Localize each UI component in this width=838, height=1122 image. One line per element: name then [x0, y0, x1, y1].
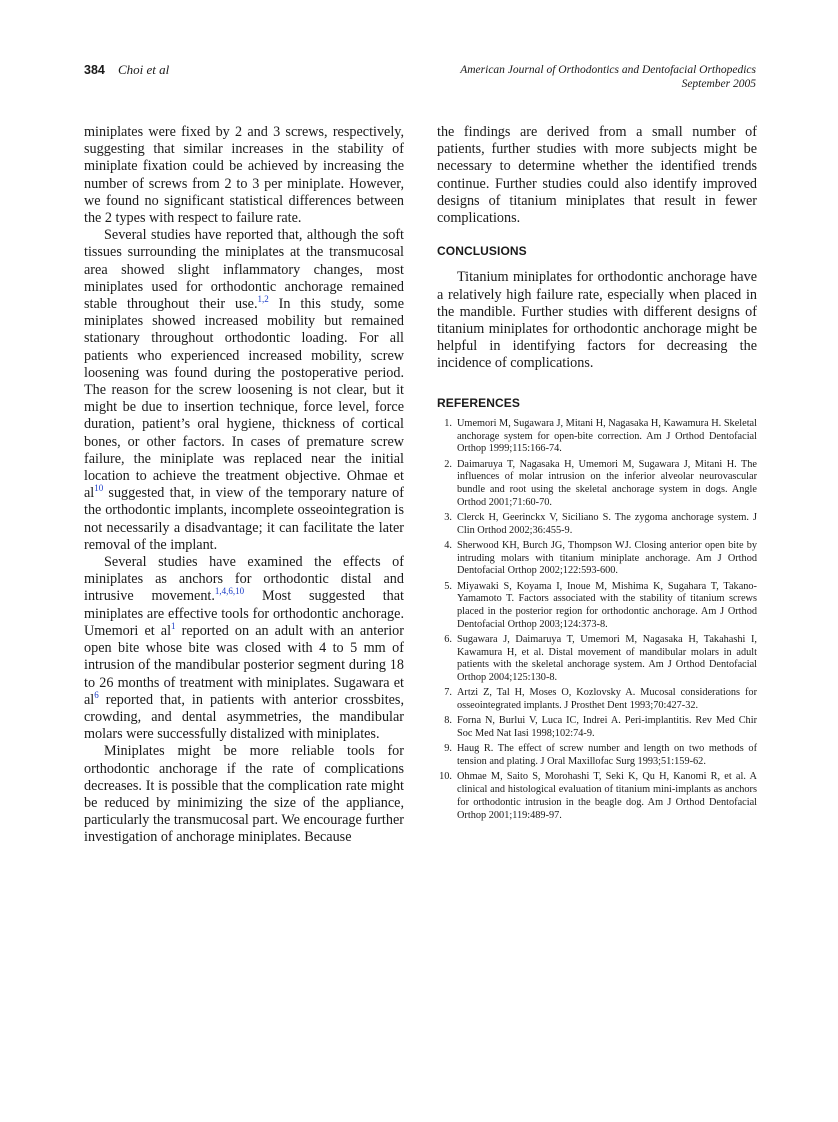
paragraph: [84, 227, 404, 554]
reference-item: [437, 459, 757, 510]
reference-number: 10.: [439, 771, 452, 783]
reference-text: Forna N, Burlui V, Luca IC, Indrei A. Peri-implantitis. Rev Med Chir Soc Med Nat Iasi 1998;102:74-9.: [457, 715, 757, 740]
citation-link[interactable]: 6: [94, 689, 99, 700]
reference-text: Umemori M, Sugawara J, Mitani H, Nagasaka H, Kawamura H. Skeletal anchorage system for open-bite correction. Am J Orthod Dentofacial Orthop 1999;115:166-74.: [457, 417, 757, 455]
paragraph: [84, 554, 404, 743]
paragraph: miniplates were fixed by 2 and 3 screws, respectively, suggesting that similar increases in the stability of miniplate fixation could be achieved by increasing the number of screws from 2 to 3 per miniplate. However, we found no significant statistical differences between the 2 types with respect to failure rate.: [84, 124, 404, 227]
running-author: Choi et al: [118, 62, 170, 77]
reference-item: [437, 771, 757, 822]
reference-number: 1.: [444, 417, 452, 429]
reference-text: Artzi Z, Tal H, Moses O, Kozlovsky A. Mucosal considerations for osseointegrated implants. J Prosthet Dent 1993;70:427-32.: [457, 687, 757, 712]
running-header: [84, 60, 756, 94]
reference-list: [437, 418, 757, 822]
issue-date: September 2005: [681, 78, 756, 90]
text-run: Several studies have reported that, although the soft tissues surrounding the miniplates at the transmucosal area showed slight inflammatory changes, most miniplates used for orthodontic anchorage remained stable throughout their use.: [84, 227, 404, 313]
references-heading: REFERENCES: [437, 395, 521, 410]
text-run: Several studies have examined the effects of miniplates as anchors for orthodontic distal and intrusive movement.: [84, 554, 404, 605]
reference-text: Sugawara J, Daimaruya T, Umemori M, Nagasaka H, Takahashi I, Kawamura H, et al. Distal movement of mandibular molars in adult patients with the skeletal anchorage system. Am J Orthod Dentofacial Orthop 2004;125:130-8.: [457, 634, 757, 684]
reference-item: [437, 687, 757, 712]
reference-text: Haug R. The effect of screw number and length on two methods of tension and plating. J Oral Maxillofac Surg 1993;51:159-62.: [457, 743, 757, 768]
reference-number: 9.: [444, 743, 452, 755]
reference-text: Daimaruya T, Nagasaka H, Umemori M, Sugawara J, Mitani H. The influences of molar intrusion on the inferior alveolar neurovascular bundle and root using the skeletal anchorage system in dogs. Angle Orthod 2001;71:60-70.: [457, 458, 757, 508]
text-run: reported that, in patients with anterior crossbites, crowding, and dental asymmetries, the mandibular molars were successfully distalized with miniplates.: [84, 691, 404, 743]
reference-text: Ohmae M, Saito S, Morohashi T, Seki K, Qu H, Kanomi R, et al. A clinical and histological evaluation of titanium mini-implants as anchors for orthodontic intrusion in the beagle dog. Am J Orthod Dentofacial Orthop 2001;119:489-97.: [457, 771, 757, 821]
reference-number: 5.: [444, 580, 452, 592]
text-run: suggested that, in view of the temporary nature of the orthodontic implants, incomplete osseointegration is not necessarily a disadvantage; it can facilitate the later removal of the implant.: [84, 485, 404, 553]
conclusions-heading: CONCLUSIONS: [437, 244, 527, 259]
right-column: [437, 124, 757, 825]
reference-item: [437, 581, 757, 632]
reference-text: Miyawaki S, Koyama I, Inoue M, Mishima K, Sugahara T, Takano-Yamamoto T. Factors associated with the stability of titanium screws placed in the posterior region for orthodontic anchorage. Am J Orthod Dentofacial Orthop 2003;124:373-8.: [457, 580, 757, 630]
text-run: Most suggested that miniplates are effective tools for orthodontic anchorage. Umemori et al: [84, 588, 404, 639]
journal-title: [460, 63, 756, 91]
reference-number: 3.: [444, 511, 452, 523]
reference-item: [437, 540, 757, 578]
citation-link[interactable]: 1,2: [257, 294, 269, 305]
reference-number: 7.: [444, 687, 452, 699]
paragraph: the findings are derived from a small number of patients, further studies with more subjects might be necessary to determine whether the identified trends continue. Further studies could also identify improved designs of titanium miniplates that result in fewer complications.: [437, 124, 757, 227]
journal-name: American Journal of Orthodontics and Dentofacial Orthopedics: [460, 64, 756, 76]
text-run: reported on an adult with an anterior open bite whose bite was closed with 4 to 5 mm of intrusion of the mandibular posterior segment during 18 to 26 months of treatment with miniplates. Sugawara et al: [84, 622, 404, 708]
reference-number: 8.: [444, 715, 452, 727]
reference-text: Clerck H, Geerinckx V, Siciliano S. The zygoma anchorage system. J Clin Orthod 2002;36:455-9.: [457, 511, 757, 536]
reference-item: [437, 743, 757, 768]
left-column: [84, 124, 404, 847]
citation-link[interactable]: 10: [94, 483, 104, 494]
paragraph: Miniplates might be more reliable tools for orthodontic anchorage if the rate of complications decreases. It is possible that the complication rate might be reduced by minimizing the size of the appliance, particularly the transmucosal part. We encourage further investigation of anchorage miniplates. Because: [84, 743, 404, 846]
reference-item: [437, 634, 757, 685]
citation-link[interactable]: 1,4,6,10: [214, 586, 245, 597]
reference-text: Sherwood KH, Burch JG, Thompson WJ. Closing anterior open bite by intruding molars with titanium miniplate anchorage. Am J Orthod Dentofacial Orthop 2002;122:593-600.: [457, 539, 757, 577]
reference-item: [437, 418, 757, 456]
citation-link[interactable]: 1: [171, 620, 176, 631]
reference-number: 4.: [444, 539, 452, 551]
reference-number: 2.: [444, 458, 452, 470]
text-run: In this study, some miniplates showed increased mobility but remained stationary throughout orthodontic loading. For all patients who experienced increased mobility, screw loosening was found during the postoperative period. The reason for the screw loosening is not clear, but it might be due to insertion technique, force level, force duration, patient’s oral hygiene, thickness of cortical bones, or other factors. In cases of premature screw failure, the miniplate was replaced near the initial location to achieve the treatment objective. Ohmae et al: [84, 296, 404, 502]
page-number: 384: [84, 63, 105, 77]
conclusions-paragraph: Titanium miniplates for orthodontic anchorage have a relatively high failure rate, especially when placed in the mandible. Further studies with different designs of titanium miniplates for orthodontic anchorage might be helpful in identifying factors for decreasing the incidence of complications.: [437, 269, 757, 372]
reference-number: 6.: [444, 634, 452, 646]
reference-item: [437, 715, 757, 740]
reference-item: [437, 512, 757, 537]
